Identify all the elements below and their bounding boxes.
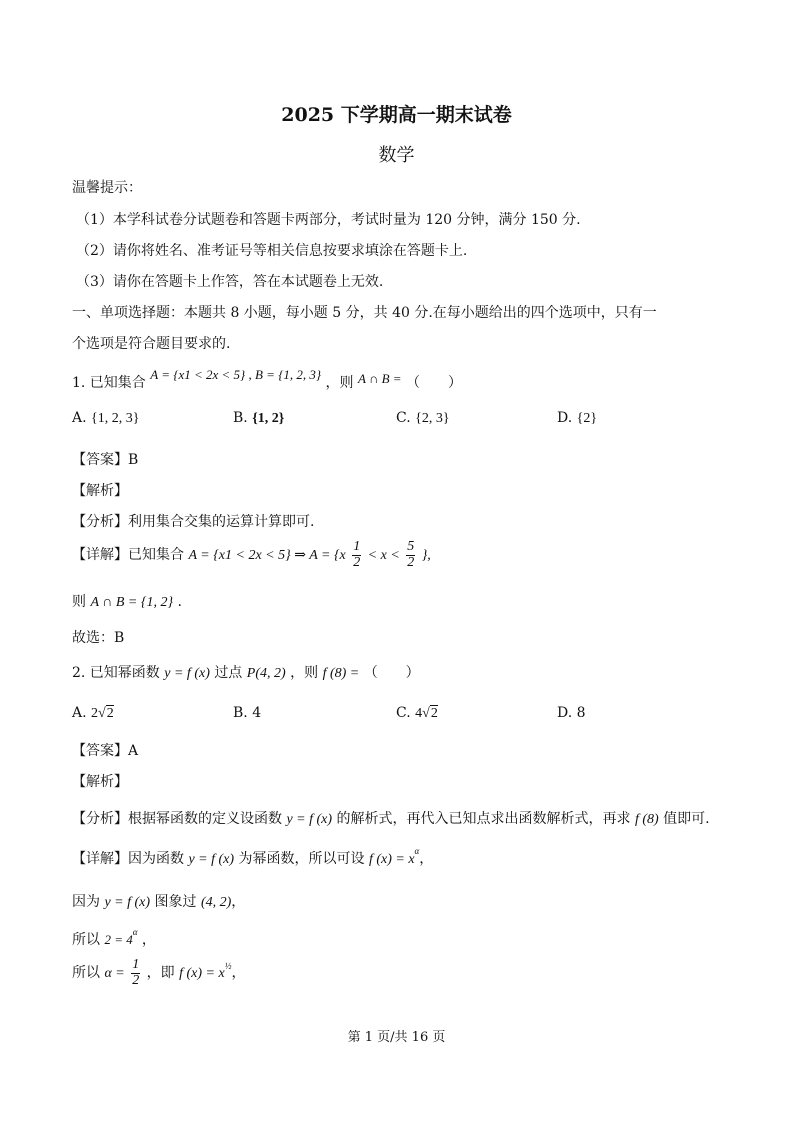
- option-value: 4: [252, 705, 262, 721]
- option-value: {2}: [576, 411, 598, 426]
- q2-point: P(4, 2): [246, 666, 286, 681]
- note-item-1: （1）本学科试卷分试题卷和答题卡两部分，考试时量为 120 分钟，满分 150 分.: [76, 212, 581, 228]
- q2-line3: [72, 929, 156, 949]
- question-2-stem: [72, 662, 420, 682]
- note-item-2: （2）请你将姓名、准考证号等相关信息按要求填涂在答题卡上.: [76, 243, 468, 259]
- q2-line2: [72, 891, 245, 911]
- q2-detail: [72, 848, 433, 868]
- detail-text-c: ，: [419, 851, 434, 867]
- q2-func: y = f (x): [164, 666, 210, 681]
- option-label: A.: [72, 705, 87, 721]
- analysis-func: y = f (x): [286, 812, 333, 827]
- analysis-text-a: 【分析】根据幂函数的定义设函数: [72, 811, 282, 827]
- line4-text-b: ，即: [146, 965, 175, 982]
- detail-end: },: [421, 548, 431, 564]
- detail-mid: < x <: [367, 548, 400, 564]
- subject-title: 数学: [378, 145, 415, 166]
- option-label: C.: [396, 410, 411, 426]
- q1-set-a: A = {x1 < 2x < 5} , B = {1, 2, 3}: [150, 367, 322, 382]
- sqrt-sign-icon: √: [98, 706, 106, 721]
- option-radicand: 2: [106, 706, 114, 721]
- q2-f8: f (8) =: [322, 666, 360, 681]
- line2-text-a: 因为: [72, 894, 100, 910]
- q2-option-d: [557, 705, 586, 721]
- q1-paren: （ ）: [406, 375, 463, 391]
- option-value: {1, 2, 3}: [91, 411, 140, 426]
- line2-text-b: 图象过: [154, 894, 197, 910]
- page-number: 第 1 页/共 16 页: [347, 1030, 446, 1045]
- q1-detail: [72, 540, 431, 570]
- q2-analysis-tag: 【解析】: [72, 774, 128, 790]
- option-value: {1, 2}: [252, 411, 285, 426]
- line3-text-a: 所以: [72, 932, 100, 948]
- line4-fx: f (x) = x: [179, 966, 225, 982]
- q1-choice: 故选：B: [72, 630, 125, 646]
- then-label: 则: [72, 594, 86, 610]
- option-label: D.: [557, 410, 573, 426]
- q2-prefix: 2. 已知幂函数: [72, 665, 160, 681]
- line4-exponent: ½: [224, 960, 232, 971]
- detail-alpha: α: [414, 846, 420, 857]
- q2-analysis: [72, 808, 710, 828]
- detail-fx: f (x) = x: [368, 852, 415, 867]
- line2-point: (4, 2): [200, 895, 232, 910]
- option-label: D.: [557, 705, 573, 721]
- fraction-five-halves: $\frac{5}{2}$: [407, 539, 415, 570]
- option-label: B.: [233, 410, 248, 426]
- q1-prefix: 1. 已知集合: [72, 375, 146, 391]
- question-1-stem: [72, 367, 463, 392]
- q1-option-b: [233, 410, 284, 427]
- q2-option-c: [396, 705, 438, 722]
- fraction-one-half: $\frac{1}{2}$: [132, 957, 140, 988]
- option-label: A.: [72, 410, 87, 426]
- fraction-one-half: $\frac{1}{2}$: [353, 539, 361, 570]
- line4-text-a: 所以: [72, 965, 100, 982]
- line3-text-c: ，: [141, 932, 156, 948]
- q1-answer: 【答案】B: [72, 452, 139, 468]
- option-coef: 2: [91, 706, 99, 721]
- detail-func: y = f (x): [188, 852, 235, 867]
- q1-analysis-tag: 【解析】: [72, 483, 128, 499]
- q2-ask: ，则: [290, 665, 319, 681]
- line4-alpha: α =: [104, 966, 125, 982]
- then-expr: A ∩ B = {1, 2}: [90, 595, 174, 610]
- line4-text-c: ，: [231, 965, 246, 982]
- line2-func: y = f (x): [104, 895, 151, 910]
- option-value: 8: [576, 705, 586, 721]
- line3-alpha: α: [132, 927, 138, 938]
- q1-mid: ，则: [325, 375, 354, 391]
- analysis-text-c: 值即可.: [663, 811, 710, 827]
- analysis-text-b: 的解析式，再代入已知点求出函数解析式，再求: [336, 811, 631, 827]
- notes-label: 温馨提示：: [72, 180, 142, 196]
- section-heading-line1: 一、单项选择题：本题共 8 小题，每小题 5 分，共 40 分.在每小题给出的四个选项中，只有一: [72, 305, 657, 321]
- then-end: .: [177, 594, 182, 610]
- detail-text-a: 【详解】因为函数: [72, 851, 184, 867]
- detail-label: 【详解】已知集合: [72, 547, 184, 564]
- q2-answer: 【答案】A: [72, 743, 139, 759]
- q2-option-a: [72, 705, 114, 722]
- detail-expr: A = {x1 < 2x < 5} ⇒ A = {x: [188, 548, 346, 564]
- q2-line4: [72, 958, 245, 988]
- q1-option-a: [72, 410, 139, 427]
- detail-text-b: 为幂函数，所以可设: [238, 851, 365, 867]
- q1-option-d: [557, 410, 597, 427]
- option-label: B.: [233, 705, 248, 721]
- option-radicand: 2: [430, 706, 438, 721]
- q1-result: [72, 591, 182, 611]
- option-label: C.: [396, 705, 411, 721]
- option-value: {2, 3}: [415, 411, 450, 426]
- line2-text-c: ，: [231, 894, 246, 910]
- line3-expr: 2 = 4: [104, 932, 133, 947]
- q1-option-c: [396, 410, 450, 427]
- q2-through: 过点: [214, 665, 243, 681]
- note-item-3: （3）请你在答题卡上作答，答在本试题卷上无效.: [76, 274, 384, 290]
- option-coef: 4: [415, 706, 423, 721]
- analysis-f8: f (8): [634, 812, 659, 827]
- q1-intersect: A ∩ B =: [358, 371, 402, 386]
- sqrt-sign-icon: √: [422, 706, 430, 721]
- q2-option-b: [233, 705, 261, 721]
- page-title: 2025 下学期高一期末试卷: [281, 104, 512, 126]
- q1-analysis: 【分析】利用集合交集的运算计算即可.: [72, 514, 315, 530]
- section-heading-line2: 个选项是符合题目要求的.: [72, 336, 231, 352]
- q2-paren: （ ）: [363, 665, 420, 681]
